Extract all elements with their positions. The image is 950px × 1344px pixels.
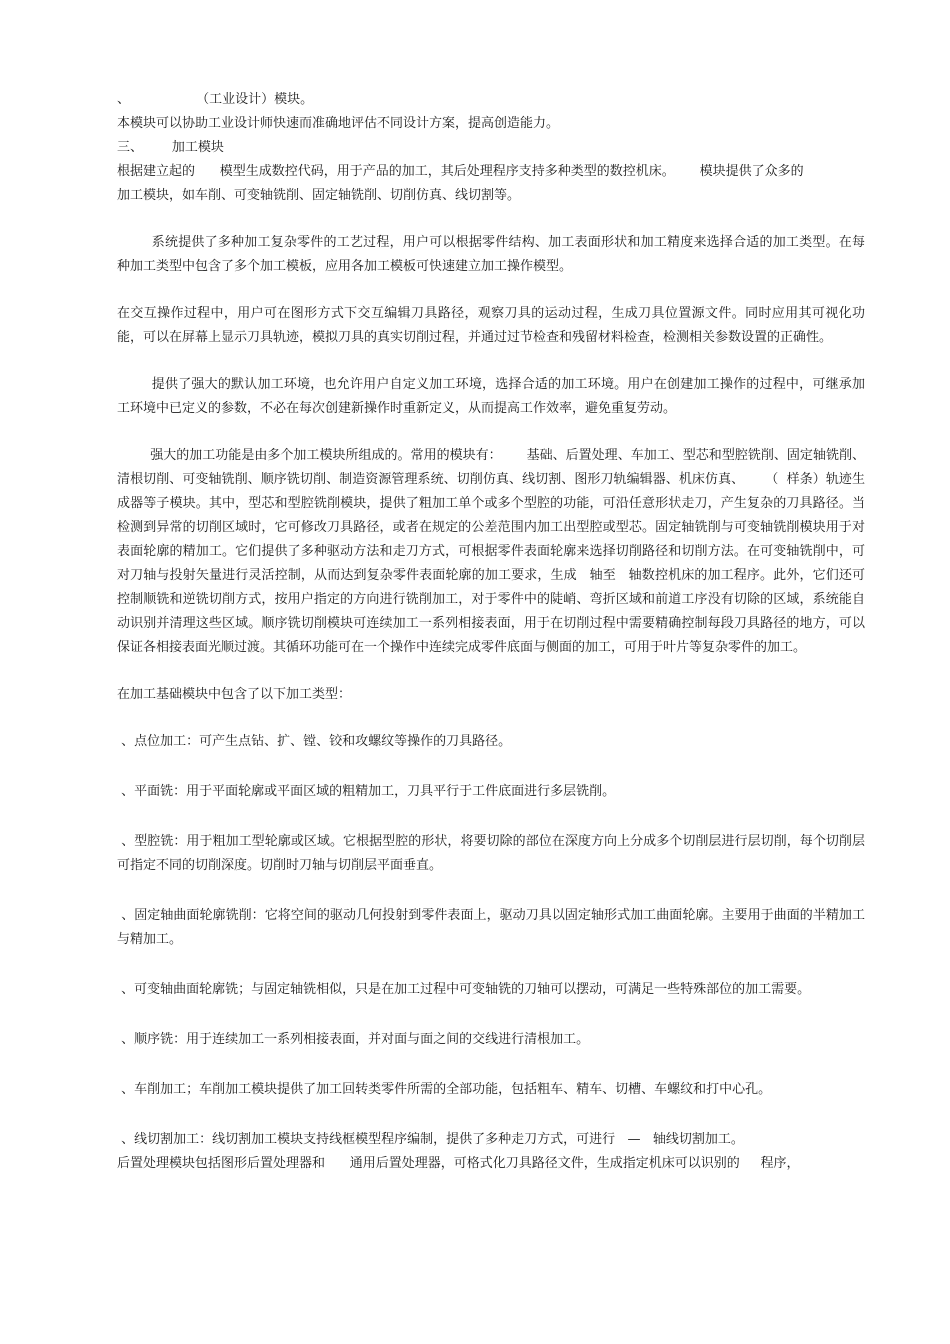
document-page (117, 88, 865, 1176)
list-item: 、车削加工；车削加工模块提供了加工回转类零件所需的全部功能，包括粗车、精车、切槽、车螺纹和打中心孔。 (117, 1082, 772, 1097)
list-item: 、顺序铣：用于连续加工一系列相接表面，并对面与面之间的交线进行清根加工。 (117, 1032, 590, 1047)
module-description: 本模块可以协助工业设计师快速而准确地评估不同设计方案，提高创造能力。 (117, 116, 560, 131)
list-item: 、型腔铣：用于粗加工型轮廓或区域。它根据型腔的形状，将要切除的部位在深度方向上分成多个切削层进行层切削，每个切削层可指定不同的切削深度。切削时刀轴与切削层平面垂直。 (117, 834, 865, 873)
list-item: 、可变轴曲面轮廓铣；与固定轴铣相似，只是在加工过程中可变轴铣的刀轴可以摆动，可满足一些特殊部位的加工需要。 (117, 982, 811, 997)
paragraph-interactive-editing: 在交互操作过程中，用户可在图形方式下交互编辑刀具路径，观察刀具的运动过程，生成刀具位置源文件。同时应用其可视化功能，可以在屏幕上显示刀具轨迹，模拟刀具的真实切削过程，并通过过节检查和残留材料检查，检测相关参数设置的正确性。 (117, 306, 865, 345)
paragraph-machining-modules: 强大的加工功能是由多个加工模块所组成的。常用的模块有： 基础、后置处理、车加工、型芯和型腔铣削、固定轴铣削、清根切削、可变轴铣削、顺序铣切削、制造资源管理系统、切削仿真、线切割、图形刀轨编辑器、机床仿真、 （ 样条）轨迹生成器等子模块。其中，型芯和型腔铣削模块，提供了粗加工单个或多个型腔的功能，可沿任意形状走刀，产生复杂的刀具路径。当检测到异常的切削区域时，它可修改刀具路径，或者在规定的公差范围内加工出型腔或型芯。固定轴铣削与可变轴铣削模块用于对表面轮廓的精加工。它们提供了多种驱动方法和走刀方式，可根据零件表面轮廓来选择切削路径和切削方法。在可变轴铣削中，可对刀轴与投射矢量进行灵活控制，从而达到复杂零件表面轮廓的加工要求，生成 轴至 轴数控机床的加工程序。此外，它们还可控制顺铣和逆铣切削方式，按用户指定的方向进行铣削加工，对于零件中的陡峭、弯折区域和前道工序没有切除的区域，系统能自动识别并清理这些区域。顺序铣切削模块可连续加工一系列相接表面，用于在切削过程中需要精确控制每段刀具路径的地方，可以保证各相接表面光顺过渡。其循环功能可在一个操作中连续完成零件底面与侧面的加工，可用于叶片等复杂零件的加工。 (117, 448, 866, 655)
paragraph-base-module-intro: 在加工基础模块中包含了以下加工类型： (117, 687, 352, 702)
section-heading-machining: 三、 加工模块 (117, 140, 224, 155)
paragraph-process-types: 系统提供了多种加工复杂零件的工艺过程，用户可以根据零件结构、加工表面形状和加工精度来选择合适的加工类型。在每种加工类型中包含了多个加工模板，应用各加工模板可快速建立加工操作模型。 (117, 235, 865, 274)
intro-line-1: 根据建立起的 模型生成数控代码，用于产品的加工，其后处理程序支持多种类型的数控机床。 模块提供了众多的 (117, 164, 804, 179)
list-item: 、线切割加工：线切割加工模块支持线框模型程序编制，提供了多种走刀方式，可进行 — 轴线切割加工。 (117, 1132, 744, 1147)
postprocessor-paragraph: 后置处理模块包括图形后置处理器和 通用后置处理器，可格式化刀具路径文件，生成指定机床可以识别的 程序， (117, 1156, 800, 1171)
list-item: 、平面铣：用于平面轮廓或平面区域的粗精加工，刀具平行于工件底面进行多层铣削。 (117, 784, 616, 799)
intro-line-2: 加工模块，如车削、可变轴铣削、固定轴铣削、切削仿真、线切割等。 (117, 188, 521, 203)
paragraph-default-environment: 提供了强大的默认加工环境，也允许用户自定义加工环境，选择合适的加工环境。用户在创建加工操作的过程中，可继承加工环境中已定义的参数，不必在每次创建新操作时重新定义，从而提高工作效率，避免重复劳动。 (117, 377, 865, 416)
list-item: 、固定轴曲面轮廓铣削：它将空间的驱动几何投射到零件表面上，驱动刀具以固定轴形式加工曲面轮廓。主要用于曲面的半精加工与精加工。 (117, 908, 865, 947)
list-item: 、点位加工：可产生点钻、扩、镗、铰和攻螺纹等操作的刀具路径。 (117, 734, 512, 749)
module-heading-industrial-design: 、 （工业设计）模块。 (117, 92, 314, 107)
